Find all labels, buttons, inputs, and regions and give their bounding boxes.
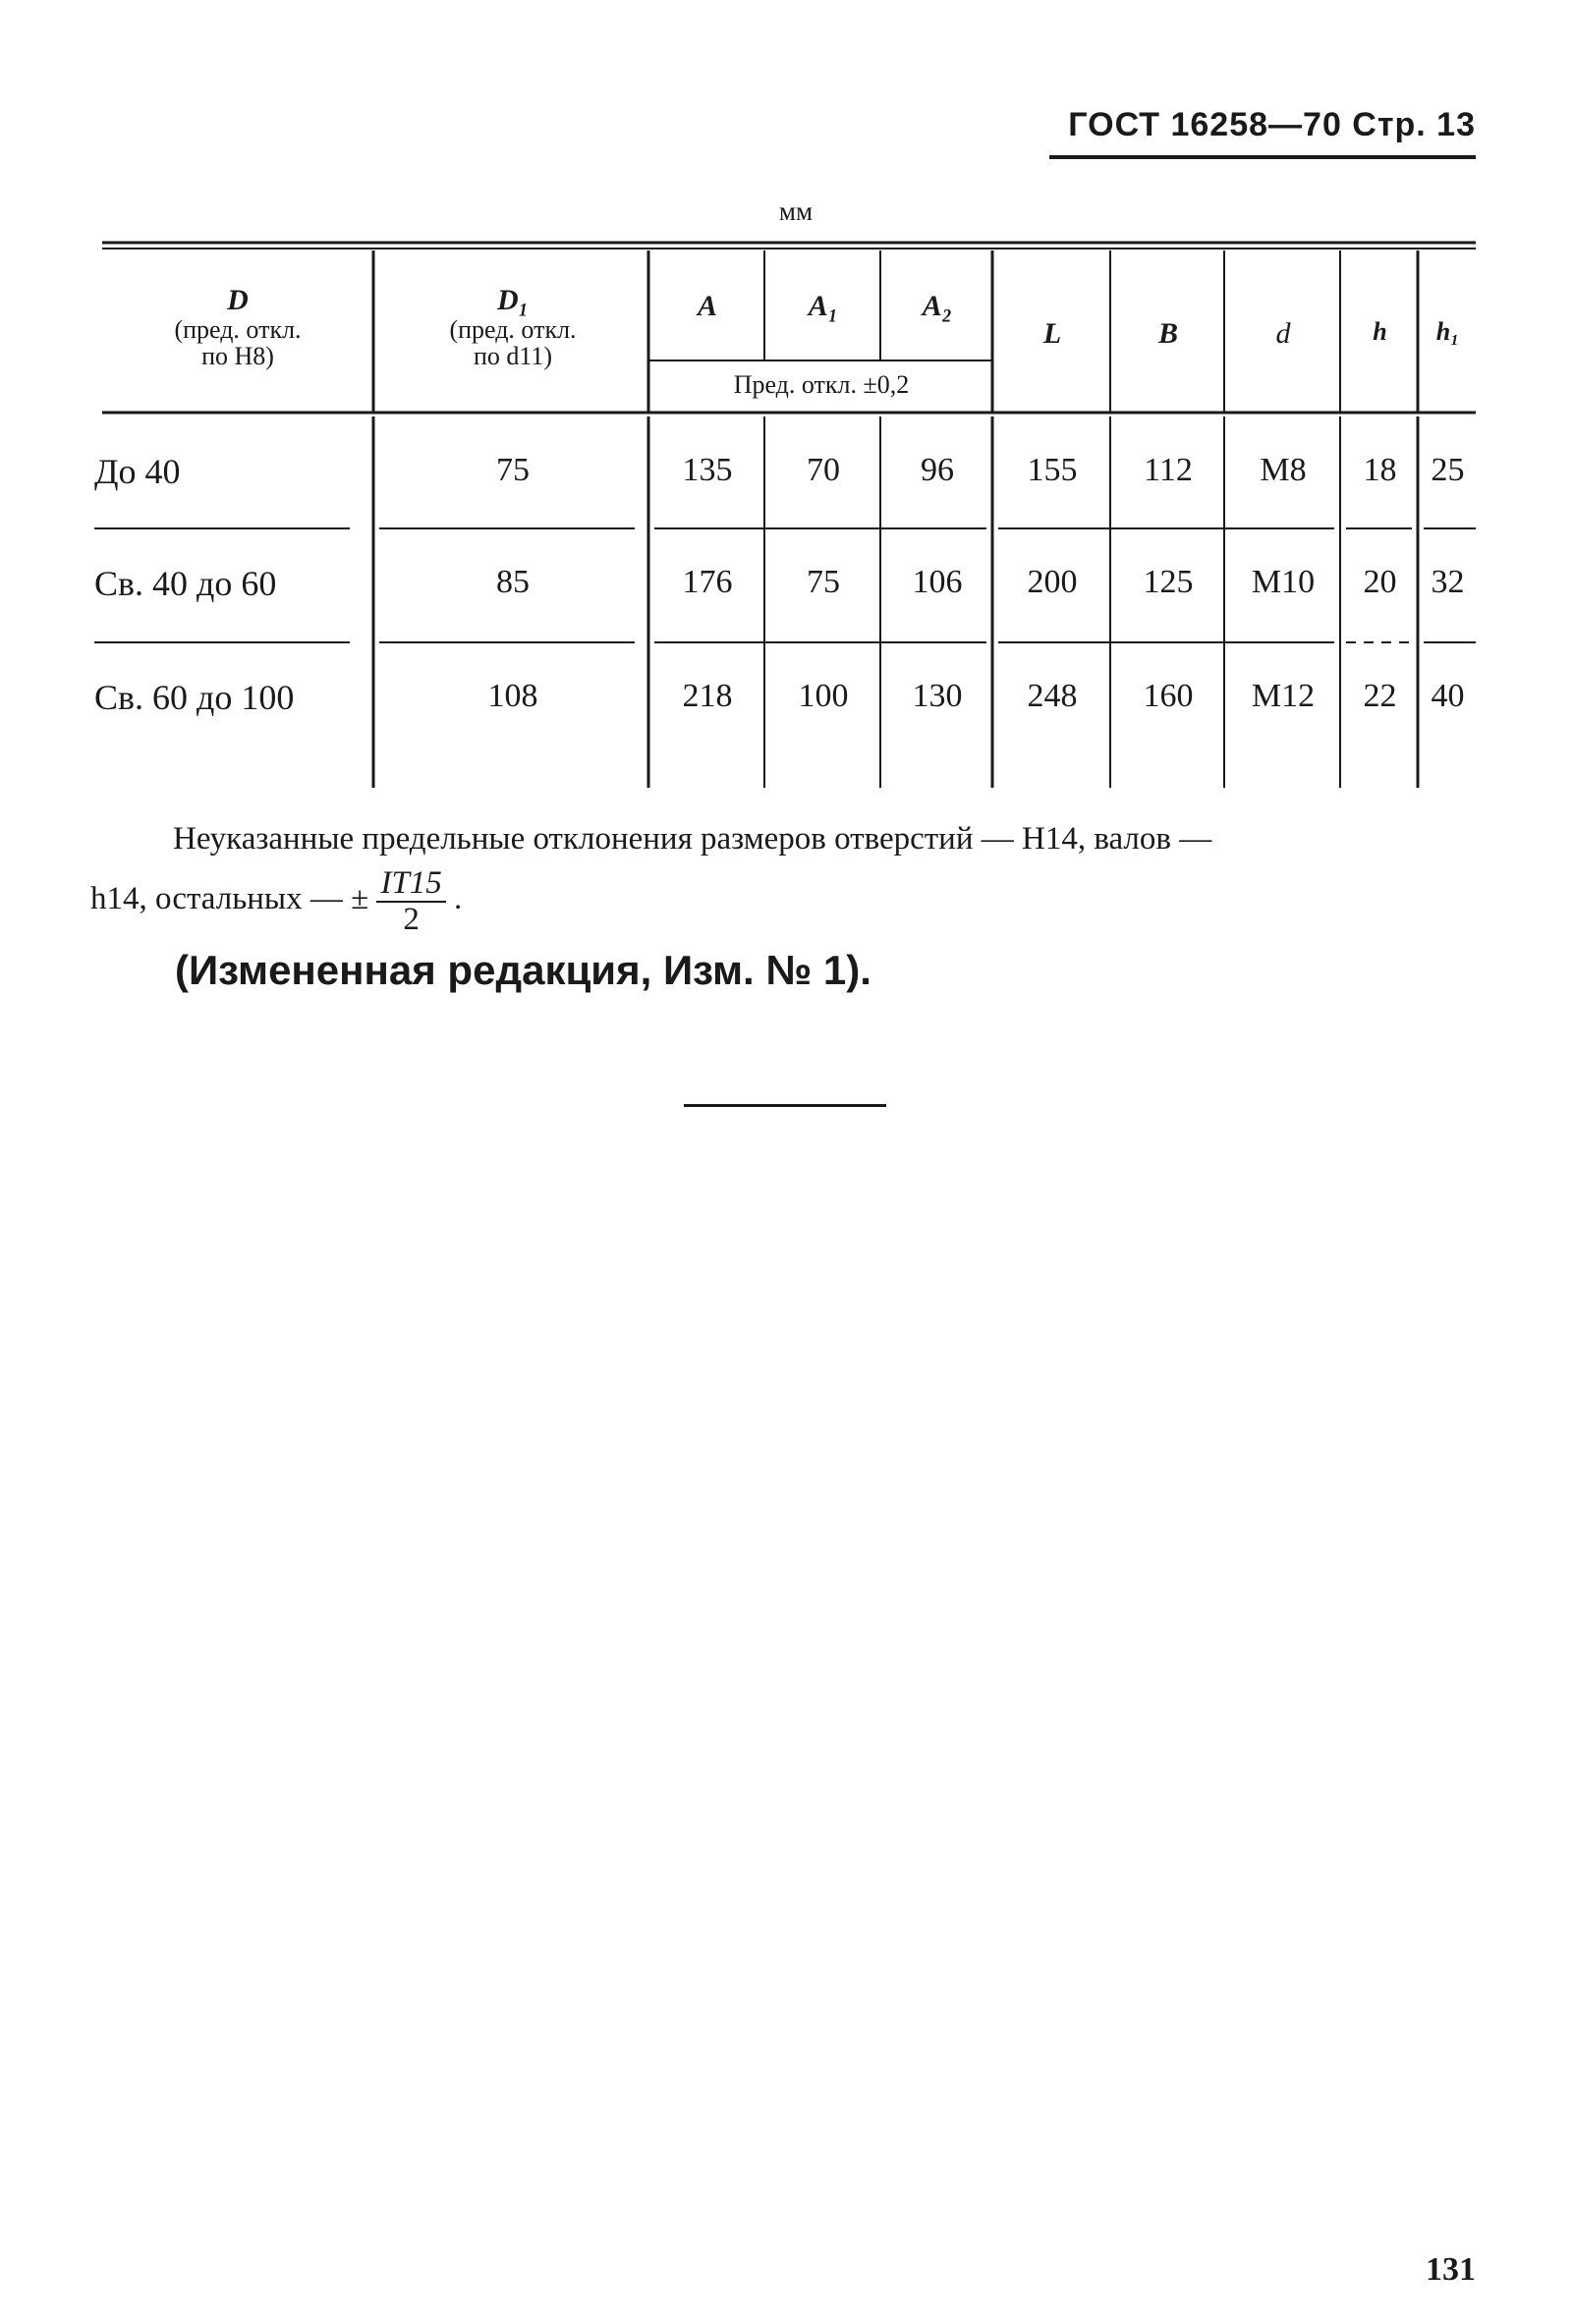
row2-a: 176 (682, 564, 733, 600)
row1-a2: 96 (921, 452, 954, 488)
row1-b: 112 (1144, 452, 1193, 488)
note-line2-suffix: . (454, 881, 463, 917)
header-d: d (1275, 317, 1291, 350)
row1-d: М8 (1260, 452, 1307, 488)
note-line1: Неуказанные предельные отклонения размеров отверстий — H14, валов — (173, 821, 1212, 857)
header-A1: A₁ (808, 290, 839, 322)
header-h1: h₁ (1435, 317, 1460, 346)
note-line2-prefix: h14, остальных — ± (90, 881, 369, 917)
row1-a: 135 (682, 452, 733, 488)
header-D-symbol: D (227, 284, 249, 316)
unit-label: мм (778, 196, 814, 226)
header-A2: A₂ (922, 290, 953, 322)
note-line2 (90, 866, 1476, 936)
header-B: B (1157, 317, 1178, 350)
row1-h: 18 (1363, 452, 1397, 488)
row3-a1: 100 (798, 678, 849, 714)
page-number: 131 (1426, 2251, 1476, 2288)
end-divider (684, 1104, 886, 1107)
row2-a2: 106 (912, 564, 963, 600)
page-header: ГОСТ 16258—70 Стр. 13 (1068, 106, 1476, 143)
row2-l: 200 (1027, 564, 1078, 600)
row2-b: 125 (1143, 564, 1194, 600)
header-D1-line1: (пред. откл. (449, 314, 577, 344)
header-D1-symbol: D₁ (496, 284, 530, 316)
amendment-note: (Измененная редакция, Изм. № 1). (175, 947, 871, 993)
note-fraction-denominator: 2 (403, 901, 420, 937)
row3-h1: 40 (1431, 678, 1465, 714)
row3-a2: 130 (912, 678, 963, 714)
row2-h1: 32 (1431, 564, 1465, 600)
row1-h1: 25 (1431, 452, 1465, 488)
row2-d1: 85 (496, 564, 530, 600)
header-D-line2: по H8) (201, 341, 274, 370)
header-D-line1: (пред. откл. (174, 314, 302, 344)
header-h: h (1373, 317, 1387, 346)
row1-range: До 40 (94, 452, 181, 491)
row3-a: 218 (682, 678, 733, 714)
header-D1 (377, 285, 648, 369)
row3-d: М12 (1251, 678, 1316, 714)
note-fraction (376, 866, 445, 936)
note-fraction-numerator: IT15 (376, 866, 445, 903)
row2-a1: 75 (807, 564, 840, 600)
row3-b: 160 (1143, 678, 1194, 714)
header-tolerance-group: Пред. откл. ±0,2 (733, 370, 910, 399)
row1-l: 155 (1027, 452, 1078, 488)
row2-range: Св. 40 до 60 (94, 564, 277, 603)
row3-d1: 108 (487, 678, 538, 714)
row1-a1: 70 (807, 452, 840, 488)
row2-d: М10 (1251, 564, 1316, 600)
note-paragraph (90, 811, 1476, 936)
header-A: A (697, 290, 717, 322)
row3-range: Св. 60 до 100 (94, 678, 295, 717)
header-L: L (1042, 317, 1062, 350)
header-D1-line2: по d11) (473, 341, 553, 370)
row3-h: 22 (1363, 678, 1397, 714)
row3-l: 248 (1027, 678, 1078, 714)
row1-d1: 75 (496, 452, 530, 488)
header-D (102, 285, 373, 369)
row2-h: 20 (1363, 564, 1397, 600)
